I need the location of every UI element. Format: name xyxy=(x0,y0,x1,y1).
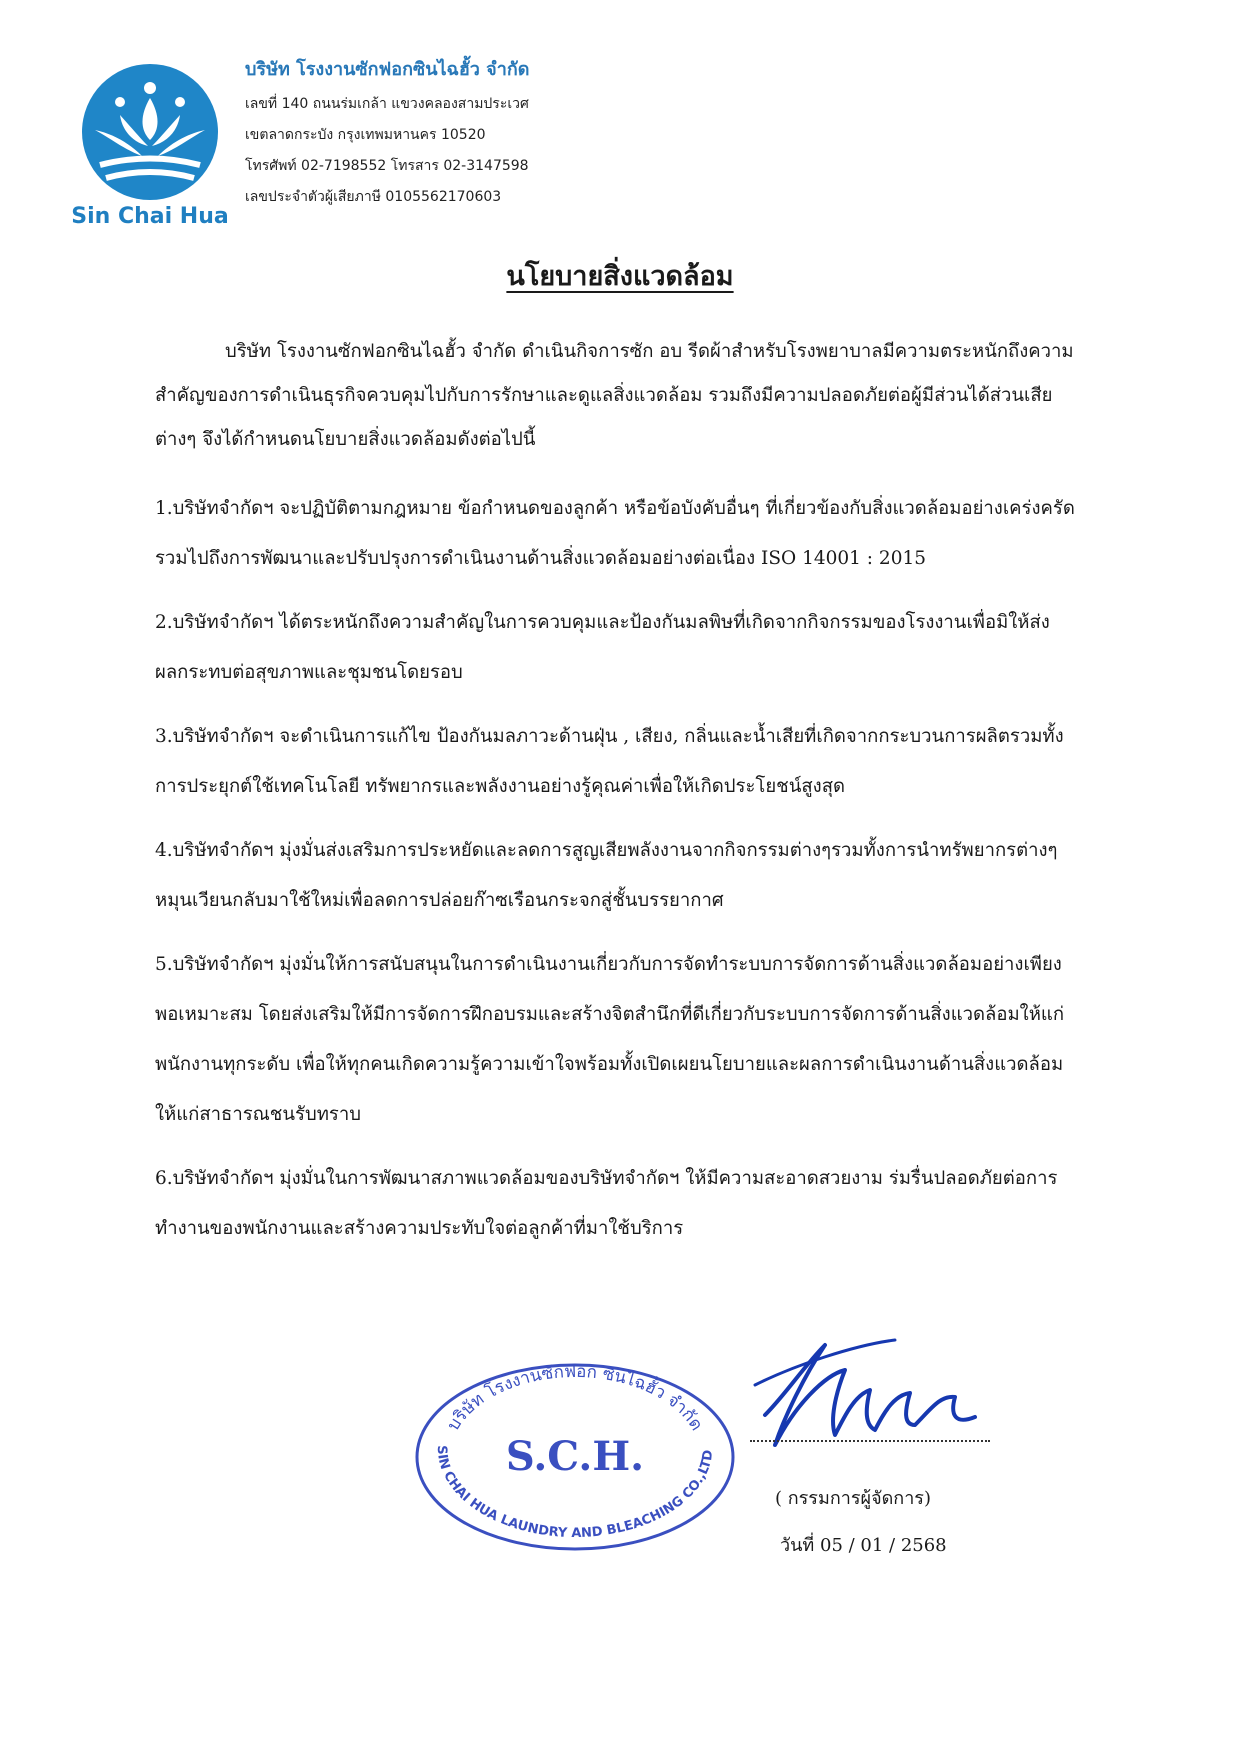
policy-body xyxy=(155,330,1075,1268)
company-name: บริษัท โรงงานซักฟอกซินไฉฮั้ว จำกัด xyxy=(245,59,530,80)
company-header xyxy=(245,54,529,213)
signature xyxy=(735,1325,1005,1465)
policy-item: 1.บริษัทจำกัดฯ จะปฏิบัติตามกฎหมาย ข้อกำหนดของลูกค้า หรือข้อบังคับอื่นๆ ที่เกี่ยวข้องกับสิ่งแวดล้อมอย่างเคร่งครัด รวมไปถึงการพัฒนาและปรับปรุงการดำเนินงานด้านสิ่งแวดล้อมอย่างต่อเนื่อง ISO 14001 : 2015 xyxy=(155,498,1075,569)
signature-scribble xyxy=(735,1325,1005,1465)
intro-paragraph: บริษัท โรงงานซักฟอกซินไฉฮั้ว จำกัด ดำเนินกิจการซัก อบ รีดผ้าสำหรับโรงพยาบาลมีความตระหนักถึงความสำคัญของการดำเนินธุรกิจควบคุมไปกับการรักษาและดูแลสิ่งแวดล้อม รวมถึงมีความปลอดภัยต่อผู้มีส่วนได้ส่วนเสียต่างๆ จึงได้กำหนดนโยบายสิ่งแวดล้อมดังต่อไปนี้ xyxy=(155,341,1074,450)
logo-text: Sin Chai Hua xyxy=(71,204,229,229)
policy-item: 5.บริษัทจำกัดฯ มุ่งมั่นให้การสนับสนุนในการดำเนินงานเกี่ยวกับการจัดทำระบบการจัดการด้านสิ่งแวดล้อมอย่างเพียงพอเหมาะสม โดยส่งเสริมให้มีการจัดการฝึกอบรมและสร้างจิตสำนึกที่ดีเกี่ยวกับระบบการจัดการด้านสิ่งแวดล้อมให้แก่พนักงานทุกระดับ เพื่อให้ทุกคนเกิดความรู้ความเข้าใจพร้อมทั้งเปิดเผยนโยบายและผลการดำเนินงานด้านสิ่งแวดล้อมให้แก่สาธารณชนรับทราบ xyxy=(155,954,1065,1125)
policy-item: 2.บริษัทจำกัดฯ ได้ตระหนักถึงความสำคัญในการควบคุมและป้องกันมลพิษที่เกิดจากกิจกรรมของโรงงานเพื่อมิให้ส่งผลกระทบต่อสุขภาพและชุมชนโดยรอบ xyxy=(155,612,1050,683)
stamp-seal xyxy=(410,1357,740,1557)
logo-fountain-icon xyxy=(70,60,230,210)
policy-item: 6.บริษัทจำกัดฯ มุ่งมั่นในการพัฒนาสภาพแวดล้อมของบริษัทจำกัดฯ ให้มีความสะอาดสวยงาม ร่มรื่นปลอดภัยต่อการทำงานของพนักงานและสร้างความประทับใจต่อลูกค้าที่มาใช้บริการ xyxy=(155,1168,1058,1239)
signature-date: วันที่ 05 / 01 / 2568 xyxy=(780,1535,947,1556)
company-stamp xyxy=(410,1357,740,1557)
signature-line xyxy=(750,1440,990,1442)
stamp-center-text: S.C.H. xyxy=(505,1433,645,1480)
stamp-top-text: บริษัท โรงงานซักฟอก ซินไฉฮั้ว จำกัด xyxy=(443,1361,707,1435)
tax-id: เลขประจำตัวผู้เสียภาษี 0105562170603 xyxy=(245,189,502,205)
address-line-1: เลขที่ 140 ถนนร่มเกล้า แขวงคลองสามประเวศ xyxy=(245,96,529,112)
policy-item: 4.บริษัทจำกัดฯ มุ่งมั่นส่งเสริมการประหยัดและลดการสูญเสียพลังงานจากกิจกรรมต่างๆรวมทั้งการนำทรัพยากรต่างๆหมุนเวียนกลับมาใช้ใหม่เพื่อลดการปล่อยก๊าซเรือนกระจกสู่ชั้นบรรยากาศ xyxy=(155,840,1058,911)
document-title: นโยบายสิ่งแวดล้อม xyxy=(506,261,734,292)
phone-fax: โทรศัพท์ 02-7198552 โทรสาร 02-3147598 xyxy=(245,158,529,174)
signatory-role: ( กรรมการผู้จัดการ) xyxy=(775,1488,931,1509)
address-line-2: เขตลาดกระบัง กรุงเทพมหานคร 10520 xyxy=(245,127,486,143)
stamp-bottom-text: SIN CHAI HUA LAUNDRY AND BLEACHING CO.,LTD xyxy=(433,1445,717,1542)
policy-item: 3.บริษัทจำกัดฯ จะดำเนินการแก้ไข ป้องกันมลภาวะด้านฝุ่น , เสียง, กลิ่นและน้ำเสียที่เกิดจากกระบวนการผลิตรวมทั้งการประยุกต์ใช้เทคโนโลยี ทรัพยากรและพลังงานอย่างรู้คุณค่าเพื่อให้เกิดประโยชน์สูงสุด xyxy=(155,726,1064,797)
